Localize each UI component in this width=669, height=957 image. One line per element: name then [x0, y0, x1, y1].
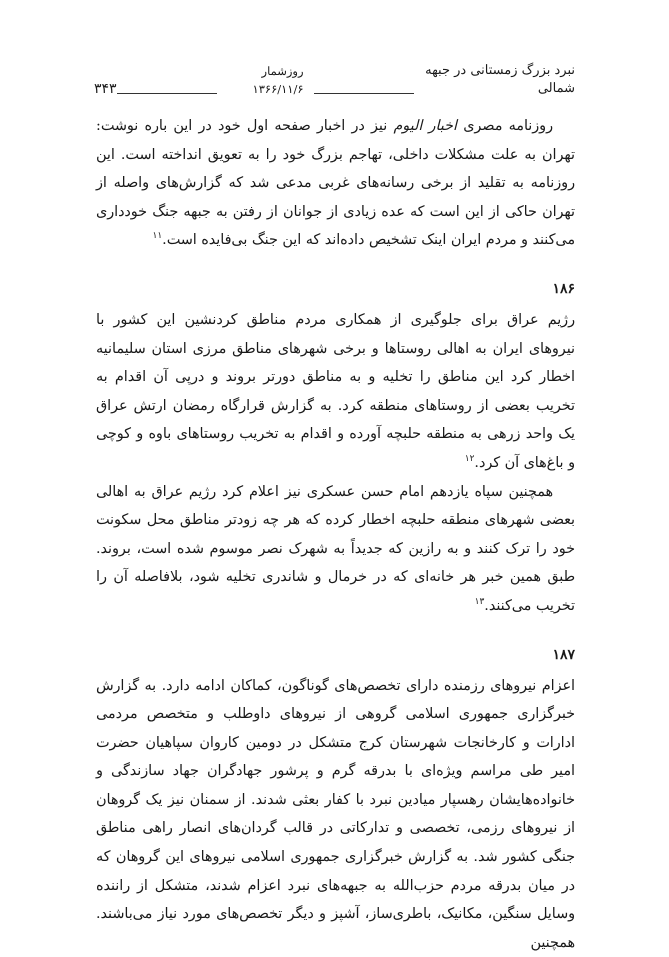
- page-number: ۳۴۳: [94, 80, 117, 98]
- footnote-ref: ۱۳: [475, 597, 485, 607]
- section-186-text-2: همچنین سپاه یازدهم امام حسن عسکری نیز اعلام کرد رژیم عراق به اهالی بعضی شهرهای منطقه حلبچه اخطار کرده که هر چه زودتر مناطق محل سکونت خود را ترک کنند و به رازین که جدیداً به شهرک نصر موسوم شده است، بروند. طبق همین خبر هر خانه‌ای که در خرمال و شاندری تخلیه شود، بلافاصله آن را تخریب می‌کنند.: [96, 484, 575, 614]
- intro-text-rest: نیز در اخبار صفحه اول خود در این باره نوشت: تهران به علت مشکلات داخلی، تهاجم بزرگ خود را به تعویق انداخته است. این روزنامه به تقلید از برخی رسانه‌های غربی مدعی شد که گزارش‌های واصله از تهران حاکی از این است که عده زیادی از جوانان از رفتن به جبهه جنگ خودداری می‌کنند و مردم ایران اینک تشخیص داده‌اند که این جنگ بی‌فایده است.: [96, 118, 575, 248]
- section-186-paragraph-2: [96, 478, 575, 621]
- footnote-ref: ۱۲: [465, 454, 475, 464]
- section-number: ۱۸۶: [96, 276, 575, 302]
- section-186-paragraph-1: [96, 306, 575, 478]
- intro-text-start: روزنامه مصری: [457, 118, 553, 134]
- running-head-left-group: [117, 62, 575, 98]
- header-rule: [117, 93, 218, 94]
- section-187-text-1: اعزام نیروهای رزمنده دارای تخصص‌های گوناگون، کماکان ادامه دارد. به گزارش خبرگزاری جمهوری اسلامی گروهی از نیروهای داوطلب و متخصص مردمی ادارات و کارخانجات شهرستان کرج متشکل در دومین کاروان سپاهیان حضرت امیر طی مراسم ویژه‌ای با بدرقه گرم و پرشور جهادگران جهاد سازندگی و خانواده‌هایشان رهسپار میادین نبرد با کفار بعثی شدند. از سمنان نیز یک گروهان از نیروهای رزمی، تخصصی و تدارکاتی در قالب گردان‌های انصار راهی مناطق جنگی کشور شد. به گزارش خبرگزاری جمهوری اسلامی نیروهای این گروهان که در میان بدرقه مردم حزب‌الله به جبهه‌های نبرد اعزام شدند، متشکل از راننده وسایل سنگین، مکانیک، باطری‌ساز، آشپز و دیگر تخصص‌های مورد نیاز می‌باشند. همچنین: [96, 678, 575, 951]
- section-number: ۱۸۷: [96, 642, 575, 668]
- book-title: نبرد بزرگ زمستانی در جبهه شمالی: [424, 62, 575, 98]
- running-head: [94, 74, 575, 98]
- header-rule: [314, 93, 415, 94]
- intro-paragraph: [96, 112, 575, 255]
- section-186-text-1: رژیم عراق برای جلوگیری از همکاری مردم مناطق کردنشین این کشور با نیروهای ایران به اهالی روستاها و برخی شهرهای مناطق مرزی استان سلیمانیه اخطار کرد این مناطق را تخلیه و به مناطق دورتر بروند و درپی آن اقدام به تخریب بعضی از روستاهای منطقه کرد. به گزارش قرارگاه رمضان ارتش عراق یک واحد زرهی به منطقه حلبچه آورده و اقدام به تخریب روستاهای باوه و کوچی و باغ‌های آن کرد.: [96, 312, 575, 471]
- page-body: [96, 112, 575, 957]
- chronology-date: روزشمار ۱۳۶۶/۱۱/۶: [227, 62, 303, 98]
- section-187-paragraph-1: [96, 672, 575, 957]
- footnote-ref: ۱۱: [152, 232, 162, 242]
- newspaper-name: اخبار الیوم: [393, 118, 457, 134]
